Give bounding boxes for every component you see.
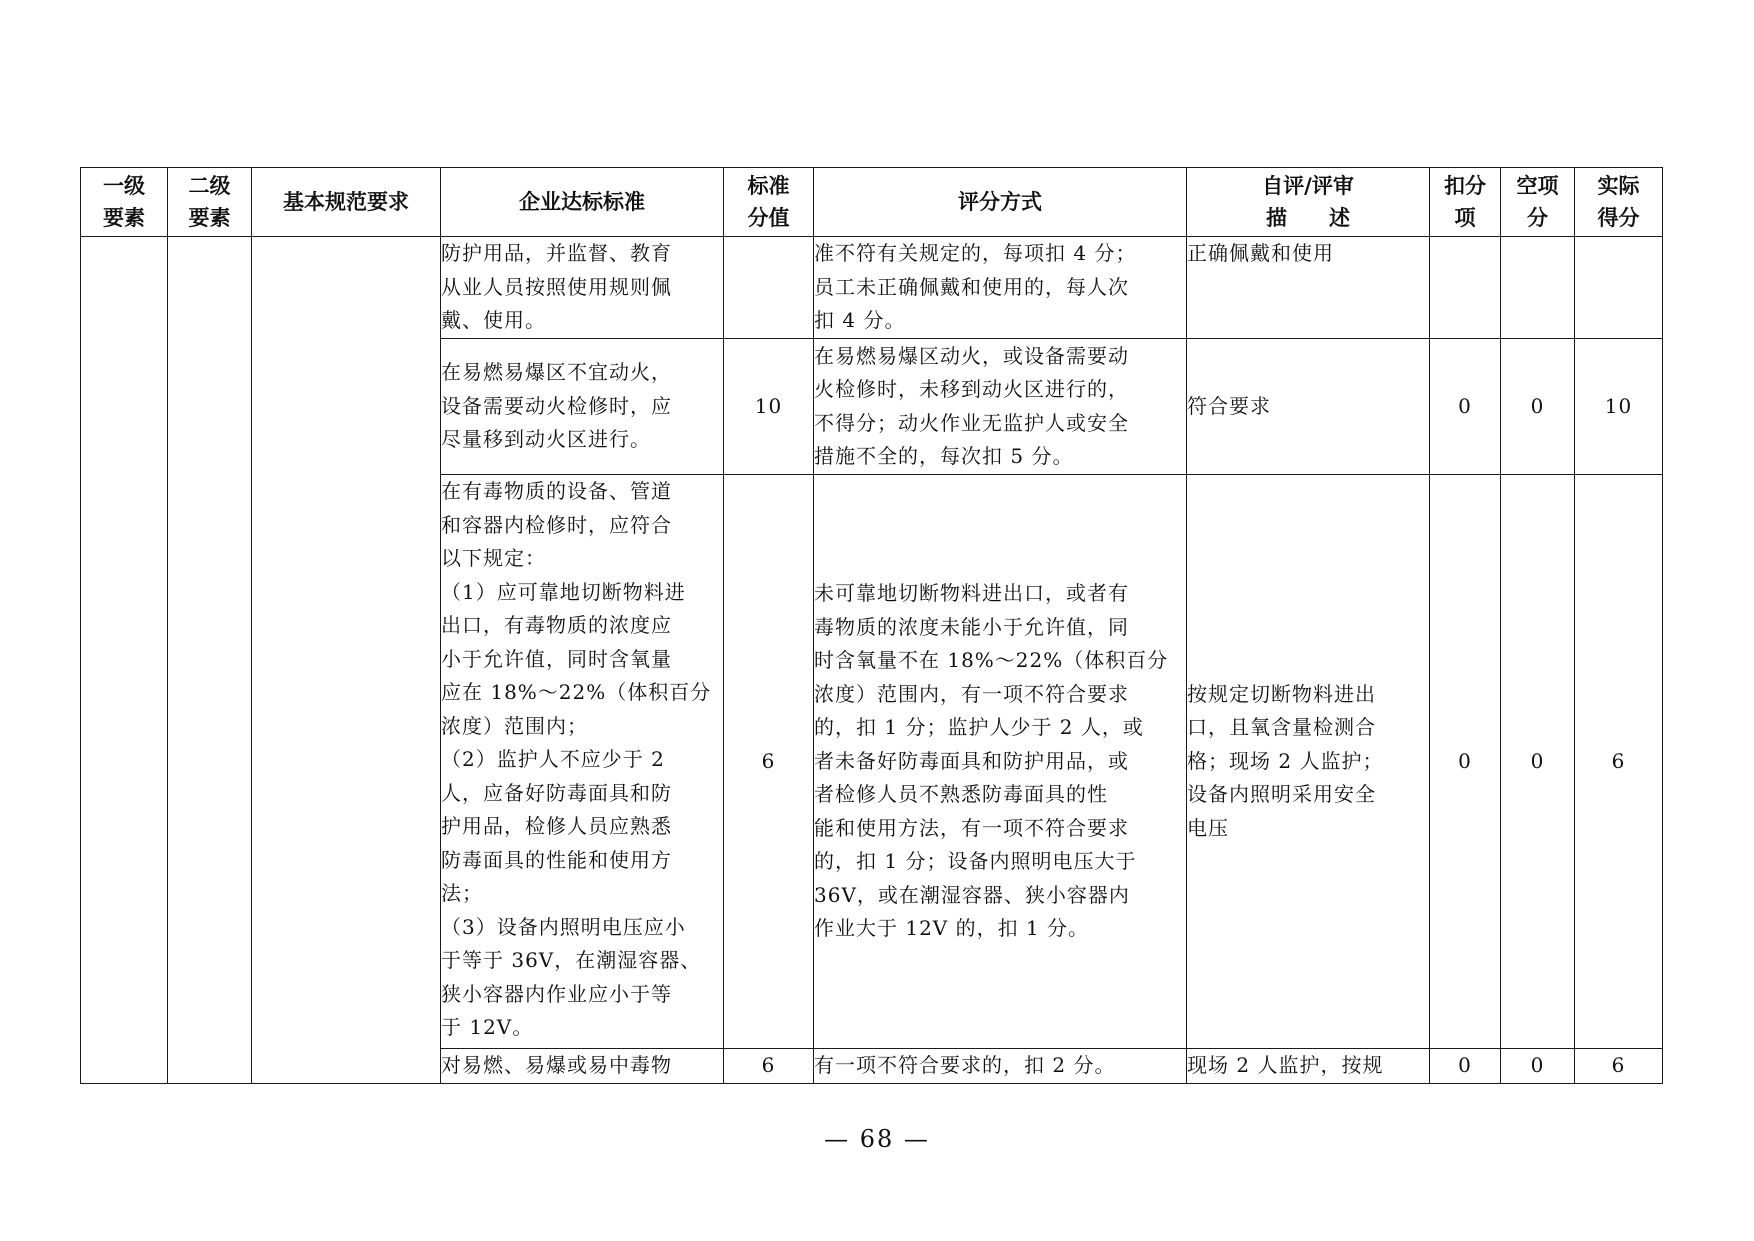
method-cell: 在易燃易爆区动火，或设备需要动 火检修时，未移到动火区进行的， 不得分；动火作业无监护人或安全 措施不全的，每次扣 5 分。 xyxy=(814,339,1187,475)
actual-score-cell: 6 xyxy=(1575,1049,1663,1084)
empty-score-cell xyxy=(1501,237,1575,339)
method-cell: 未可靠地切断物料进出口，或者有 毒物质的浓度未能小于允许值，同 时含氧量不在 18%～22%（体积百分 浓度）范围内，有一项不符合要求 的，扣 1 分；监护人少于 2 人，或 者未备好防毒面具和防护用品，或 者检修人员不熟悉防毒面具的性 能和使用方法，有一项不符合要求 的，扣 1 分；设备内照明电压大于 36V，或在潮湿容器、狭小容器内 作业大于 12V 的，扣 1 分。 xyxy=(814,475,1187,1049)
header-self-evaluation: 自评/评审 描 述 xyxy=(1187,168,1430,237)
standard-cell: 对易燃、易爆或易中毒物 xyxy=(441,1049,724,1084)
evaluation-table xyxy=(80,167,1663,1084)
deduction-cell xyxy=(1430,237,1501,339)
standard-cell: 防护用品，并监督、教育 从业人员按照使用规则佩 戴、使用。 xyxy=(441,237,724,339)
standard-cell: 在有毒物质的设备、管道 和容器内检修时，应符合 以下规定： （1）应可靠地切断物料进 出口，有毒物质的浓度应 小于允许值，同时含氧量 应在 18%～22%（体积百分 浓度）范围内； （2）监护人不应少于 2 人，应备好防毒面具和防 护用品，检修人员应熟悉 防毒面具的性能和使用方 法； （3）设备内照明电压应小 于等于 36V，在潮湿容器、 狭小容器内作业应小于等 于 12V。 xyxy=(441,475,724,1049)
header-standard-score: 标准 分值 xyxy=(724,168,814,237)
score-cell: 10 xyxy=(724,339,814,475)
description-cell: 符合要求 xyxy=(1187,339,1430,475)
deduction-cell: 0 xyxy=(1430,475,1501,1049)
actual-score-cell: 10 xyxy=(1575,339,1663,475)
description-cell: 正确佩戴和使用 xyxy=(1187,237,1430,339)
deduction-cell: 0 xyxy=(1430,339,1501,475)
header-deduction: 扣分 项 xyxy=(1430,168,1501,237)
header-row xyxy=(81,168,1663,237)
empty-score-cell: 0 xyxy=(1501,475,1575,1049)
actual-score-cell xyxy=(1575,237,1663,339)
basic-requirement-cell xyxy=(252,237,441,1084)
description-cell: 按规定切断物料进出 口，且氧含量检测合 格；现场 2 人监护； 设备内照明采用安全 电压 xyxy=(1187,475,1430,1049)
header-actual-score: 实际 得分 xyxy=(1575,168,1663,237)
header-basic-requirements: 基本规范要求 xyxy=(252,168,441,237)
page-number: — 68 — xyxy=(824,1125,930,1153)
deduction-cell: 0 xyxy=(1430,1049,1501,1084)
level1-cell xyxy=(81,237,168,1084)
score-cell xyxy=(724,237,814,339)
empty-score-cell: 0 xyxy=(1501,1049,1575,1084)
standard-cell: 在易燃易爆区不宜动火， 设备需要动火检修时，应 尽量移到动火区进行。 xyxy=(441,339,724,475)
empty-score-cell: 0 xyxy=(1501,339,1575,475)
header-empty-score: 空项 分 xyxy=(1501,168,1575,237)
method-cell: 有一项不符合要求的，扣 2 分。 xyxy=(814,1049,1187,1084)
header-level2: 二级 要素 xyxy=(168,168,252,237)
level2-cell xyxy=(168,237,252,1084)
table-row xyxy=(81,237,1663,339)
header-level1: 一级 要素 xyxy=(81,168,168,237)
actual-score-cell: 6 xyxy=(1575,475,1663,1049)
description-cell: 现场 2 人监护，按规 xyxy=(1187,1049,1430,1084)
method-cell: 准不符有关规定的，每项扣 4 分； 员工未正确佩戴和使用的，每人次 扣 4 分。 xyxy=(814,237,1187,339)
score-cell: 6 xyxy=(724,475,814,1049)
score-cell: 6 xyxy=(724,1049,814,1084)
header-enterprise-standard: 企业达标标准 xyxy=(441,168,724,237)
header-scoring-method: 评分方式 xyxy=(814,168,1187,237)
